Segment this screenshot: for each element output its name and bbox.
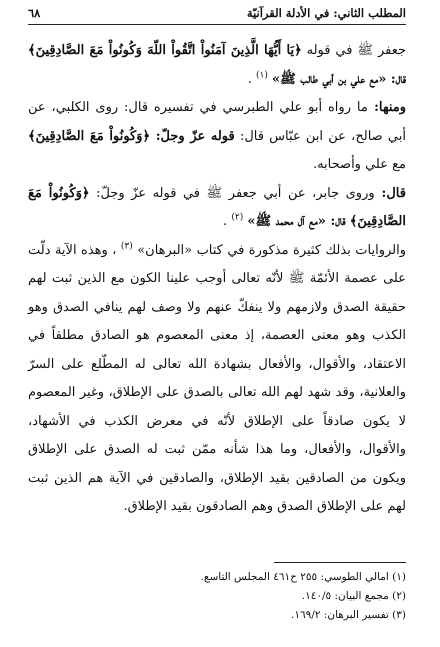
text-segment: جعفر — [377, 43, 407, 58]
text-segment: والروايات بذلك كثيرة مذكورة في كتاب «البرهان» — [137, 242, 407, 258]
text-segment: ، وهذه الآية دلّت على عصمة الأئمّة ﷺ لأنّه تعالى أوجب علينا الكون مع الذين ثبت لهم حقيقة الصدق ولازمهم ولا ينفكّ عنهم ولا وصف لهم ينافي الصدق وهو الكذب وهو معنى العصمة، إذ معنى المعصوم هو الصادق مطلقاً في الاعتقاد، والأقوال، والأفعال بشهادة الله تعالى له المطّلع على السرّ والعلانية، وقد شهد لهم الله تعالى بالصدق على الإطلاق، وغير المعصوم لا يكون صادقاً على الإطلاق لأنّه في معرض الكذب في الأشهاد، والأقوال، والأفعال، وما هذا شأنه ممّن ثبت له الصدق على الإطلاق ويكون من الصادقين بقيد الإطلاق، والصادقين في الآية هم الذين ثبت لهم على الإطلاق الصدق وهم الصادقون بقيد الإطلاق. — [28, 242, 406, 514]
lead-in: ومنها: — [367, 100, 406, 115]
lead-in: قال: — [374, 185, 406, 201]
footnote-3: (٣) تفسير البرهان: ١٦٩/٢. — [291, 609, 406, 621]
footnotes — [28, 568, 406, 625]
footnote-separator — [274, 562, 406, 563]
text-segment: . — [223, 214, 228, 229]
quran-verse: ﴿وَكُونُواْ مَعَ الصَّادِقِينَ﴾ — [28, 185, 406, 229]
hadith-quote: قال: «مع علي بن أبي طالب ﷺ» — [272, 71, 406, 87]
running-title: المطلب الثاني: في الأدلة القرآنيّة — [246, 6, 406, 20]
text-segment: مع علي وأصحابه. — [312, 157, 406, 172]
quran-verse: ﴿وَكُونُواْ مَعَ الصَّادِقِينَ﴾ — [28, 128, 151, 144]
body-text — [28, 37, 406, 522]
text-segment: ﷺ في قوله — [301, 43, 374, 58]
paragraph-1 — [28, 37, 406, 94]
text-segment: ما رواه أبو علي الطبرسي في تفسيره قال: روى الكلبي، عن أبي صالح، عن ابن عبّاس قال: — [28, 100, 406, 144]
footnote-ref-1[interactable]: (١) — [255, 70, 268, 81]
page-number: ٦٨ — [28, 6, 41, 20]
paragraph-3 — [28, 180, 406, 237]
text-segment: وروى جابر، عن أبي جعفر ﷺ في قوله عزّ وجلّ: — [89, 185, 375, 201]
footnote-2: (٢) مجمع البيان: ١٤٠/٥. — [301, 590, 406, 602]
text-segment: . — [247, 71, 252, 87]
footnote-ref-3[interactable]: (٣) — [120, 241, 133, 252]
text-segment: قوله عزّ وجلّ: — [150, 128, 235, 144]
footnote-1: (١) امالي الطوسي: ٢٥٥ ح٤٦١ المجلس التاسع. — [200, 571, 406, 583]
footnote-ref-2[interactable]: (٢) — [231, 212, 244, 223]
paragraph-2 — [28, 94, 406, 180]
page-header — [28, 0, 406, 25]
paragraph-4 — [28, 237, 406, 522]
hadith-quote: قال: «مع آل محمد ﷺ» — [247, 214, 346, 229]
quran-verse: ﴿يَا أَيُّهَا الَّذِينَ آمَنُواْ اتَّقُواْ اللّهَ وَكُونُواْ مَعَ الصَّادِقِينَ﴾ — [28, 43, 302, 58]
